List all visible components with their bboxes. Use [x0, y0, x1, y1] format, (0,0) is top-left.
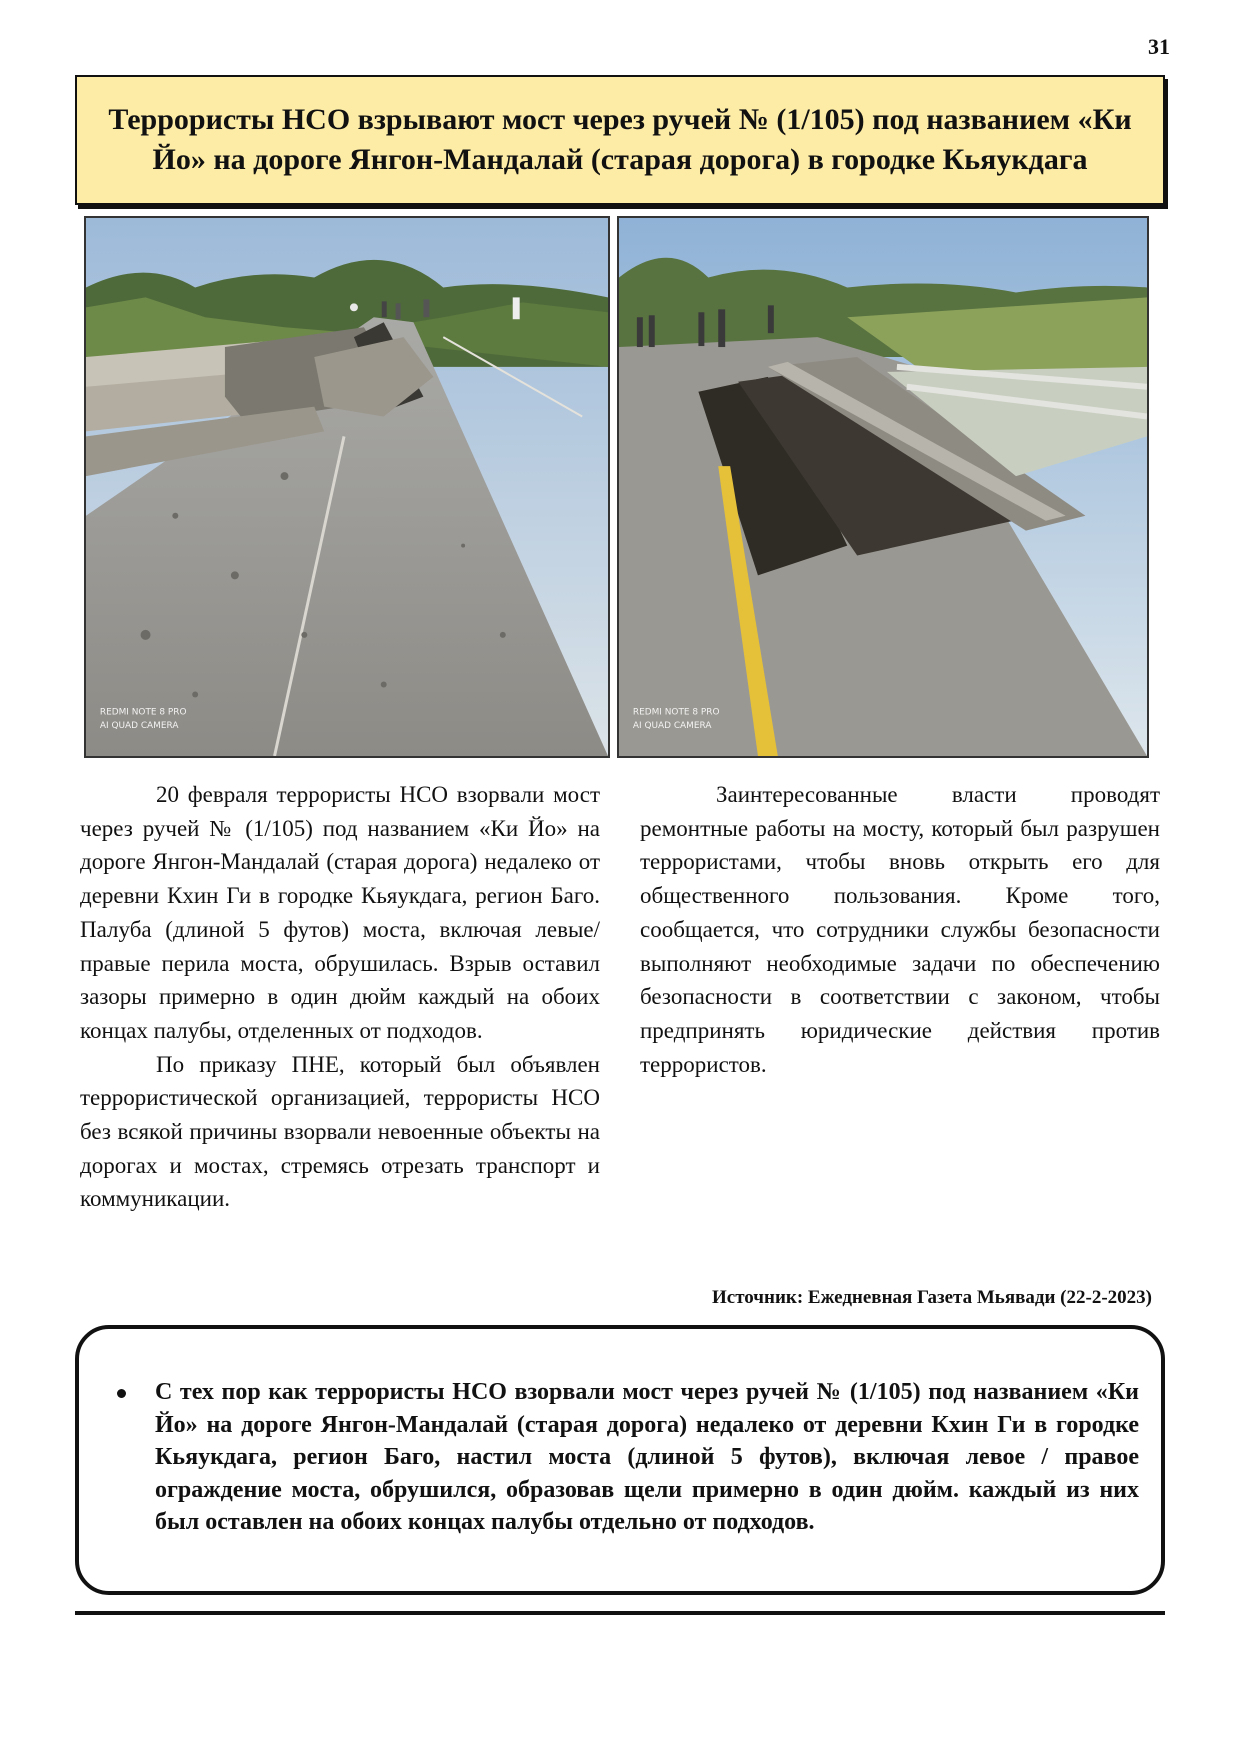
article-column-left: [80, 778, 600, 1216]
article-paragraph: Заинтересованные власти проводят ремонтные работы на мосту, который был разрушен террористами, чтобы вновь открыть его для общественного пользования. Кроме того, сообщается, что сотрудники службы безопасности выполняют необходимые задачи по обеспечению безопасности в соответствии с законом, чтобы предпринять юридические действия против террористов.: [640, 782, 1160, 1077]
article-paragraph: 20 февраля террористы НСО взорвали мост через ручей № (1/105) под названием «Ки Йо» на дороге Янгон-Мандалай (старая дорога) недалеко от деревни Кхин Ги в городке Кьяукдага, регион Баго. Палуба (длиной 5 футов) моста, включая левые/ правые перила моста, обрушилась. Взрыв оставил зазоры примерно в один дюйм каждый на обоих концах палубы, отделенных от подходов.: [80, 782, 600, 1043]
photo-bridge-damage-right: [617, 216, 1149, 758]
photo-right-image: [619, 218, 1147, 756]
photo-bridge-damage-left: [84, 216, 610, 758]
article-paragraph: По приказу ПНЕ, который был объявлен террористической организацией, террористы НСО без всякой причины взорвали невоенные объекты на дорогах и мостах, стремясь отрезать транспорт и коммуникации.: [80, 1051, 600, 1212]
summary-list: [99, 1376, 1139, 1539]
photo-right-watermark-2: AI QUAD CAMERA: [632, 721, 712, 732]
summary-item: [99, 1376, 1139, 1539]
title-box: [75, 75, 1165, 205]
photo-right-watermark-1: REDMI NOTE 8 PRO: [632, 707, 720, 718]
bottom-rule: [75, 1611, 1165, 1615]
photo-left-watermark-1: REDMI NOTE 8 PRO: [99, 707, 187, 718]
page-number: 31: [1148, 34, 1170, 59]
article-title: Террористы НСО взрывают мост через ручей № (1/105) под названием «Ки Йо» на дороге Янгон-Мандалай (старая дорога) в городке Кьяукдага: [108, 103, 1132, 176]
article-column-right: [640, 778, 1160, 1081]
article-source: Источник: Ежедневная Газета Мьявади (22-2-2023): [712, 1287, 1152, 1308]
summary-item-text: С тех пор как террористы НСО взорвали мост через ручей № (1/105) под названием «Ки Йо» на дороге Янгон-Мандалай (старая дорога) недалеко от деревни Кхин Ги в городке Кьяукдага, регион Баго, настил моста (длиной 5 футов), включая левое / правое ограждение моста, обрушился, образовав щели примерно в один дюйм. каждый из них был оставлен на обоих концах палубы отдельно от подходов.: [155, 1379, 1139, 1535]
bullet-icon: [117, 1389, 126, 1398]
photo-left-watermark-2: AI QUAD CAMERA: [99, 721, 179, 732]
summary-box: [75, 1325, 1165, 1595]
photo-left-image: [86, 218, 608, 756]
